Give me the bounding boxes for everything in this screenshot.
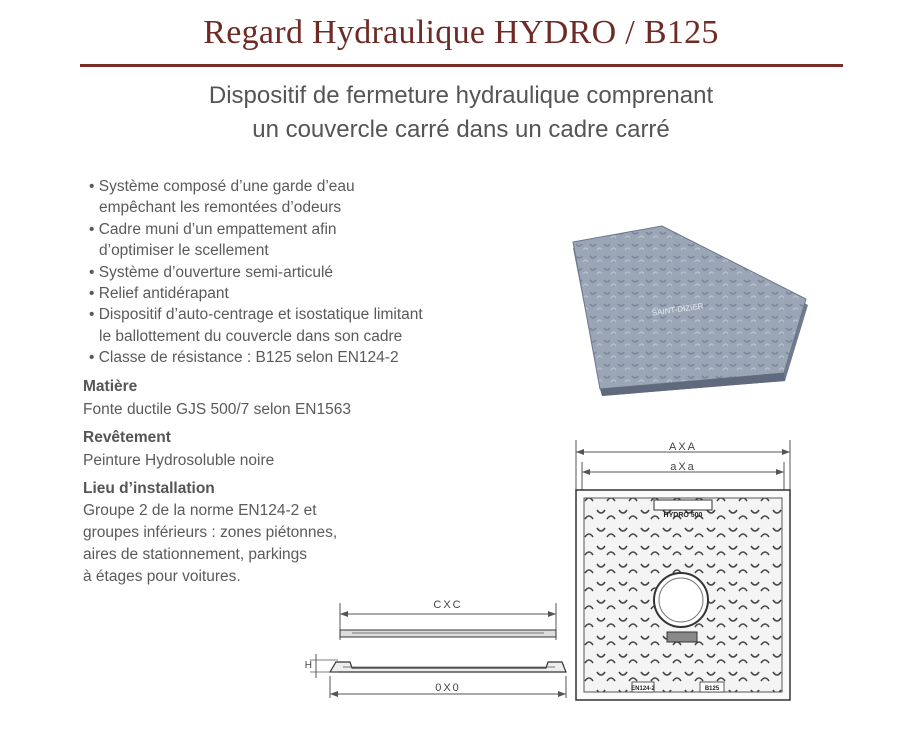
dim-inner-label: aXa	[670, 461, 696, 473]
matiere-text: Fonte ductile GJS 500/7 selon EN1563	[83, 401, 351, 418]
cover-photo	[573, 226, 808, 396]
plate-label: HYDRO 500	[663, 512, 703, 519]
feature-item-continued: empêchant les remontées d’odeurs	[99, 199, 342, 217]
dim-bottom-view-label: 0X0	[435, 682, 461, 694]
hatched-mark	[667, 632, 697, 642]
matiere-heading: Matière	[83, 378, 138, 395]
lieu-line: aires de stationnement, parkings	[83, 546, 308, 563]
feature-item: • Cadre muni d’un empattement afin	[85, 219, 505, 240]
revetement-text: Peinture Hydrosoluble noire	[83, 452, 275, 469]
section-view-drawing	[305, 599, 566, 698]
cover-logo: SAINT-DIZIER	[651, 301, 705, 318]
lieu-line: à étages pour voitures.	[83, 568, 241, 585]
top-view-drawing	[576, 440, 790, 700]
lieu-heading: Lieu d’installation	[83, 480, 215, 497]
feature-item: • Dispositif d’auto-centrage et isostatique limitant	[85, 304, 505, 325]
revetement-heading: Revêtement	[83, 429, 171, 446]
feature-item: • Classe de résistance : B125 selon EN124-2	[85, 347, 505, 368]
nameplate	[654, 500, 712, 510]
dim-height-label: H	[304, 660, 312, 671]
feature-item-continued: d’optimiser le scellement	[99, 242, 269, 260]
feature-item: • Système d’ouverture semi-articulé	[85, 262, 505, 283]
dim-top-view-label: CXC	[433, 599, 463, 611]
feature-item-continued: le ballottement du couvercle dans son cadre	[99, 327, 403, 345]
page-title: Regard Hydraulique HYDRO / B125	[203, 14, 719, 51]
dim-outer-label: AXA	[668, 441, 698, 453]
plate-norm: EN124-2	[631, 686, 655, 692]
feature-item: • Relief antidérapant	[85, 283, 505, 304]
plate-class: B125	[704, 686, 720, 692]
lieu-line: groupes inférieurs : zones piétonnes,	[83, 524, 338, 541]
subtitle-line-1: Dispositif de fermeture hydraulique comprenant	[208, 82, 714, 109]
subtitle-line-2: un couvercle carré dans un cadre carré	[252, 116, 670, 143]
lieu-line: Groupe 2 de la norme EN124-2 et	[83, 502, 317, 519]
feature-item: • Système composé d’une garde d’eau	[85, 176, 505, 197]
